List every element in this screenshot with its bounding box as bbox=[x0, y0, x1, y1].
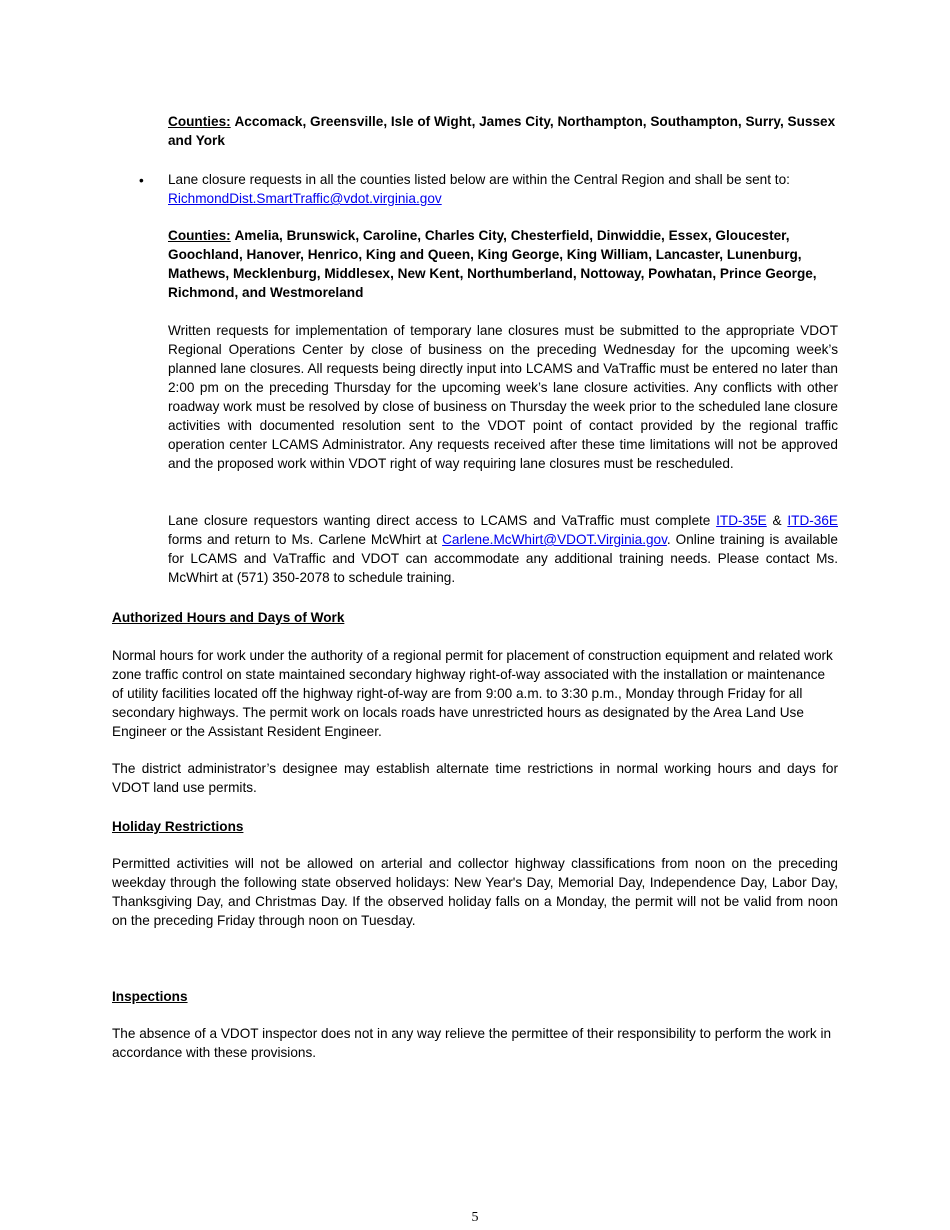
counties-label: Counties: bbox=[168, 228, 231, 243]
itd-35e-link[interactable]: ITD-35E bbox=[716, 513, 767, 528]
authorized-hours-heading: Authorized Hours and Days of Work bbox=[112, 610, 345, 625]
counties-label: Counties: bbox=[168, 114, 231, 129]
lcams-access-paragraph bbox=[168, 511, 838, 587]
access-text-3: . Online training is available for LCAMS and VaTraffic and VDOT can accommodate any additional training needs. Please contact Ms. McWhirt at (571) 350-2078 to schedule training. bbox=[168, 532, 838, 585]
central-counties-list: Amelia, Brunswick, Caroline, Charles City, Chesterfield, Dinwiddie, Essex, Gloucester, Goochland, Hanover, Henrico, King and Queen, King George, King William, Lancaster, Lunenburg, Mathews, Mecklenburg, Middlesex, New Kent, Northumberland, Nottoway, Powhatan, Prince George, Richmond, and Westmoreland bbox=[168, 228, 817, 300]
holiday-restrictions-paragraph: Permitted activities will not be allowed on arterial and collector highway classifications from noon on the preceding weekday through the following state observed holidays: New Year's Day, Memorial Day, Independence Day, Labor Day, Thanksgiving Day, and Christmas Day. If the observed holiday falls on a Monday, the permit will not be valid from noon on the preceding Friday through noon on Tuesday. bbox=[112, 856, 838, 928]
page-number: 5 bbox=[471, 1210, 479, 1225]
central-bullet-text: Lane closure requests in all the counties listed below are within the Central Region and shall be sent to: bbox=[168, 172, 790, 187]
authorized-hours-paragraph-2: The district administrator’s designee may establish alternate time restrictions in normal working hours and days for VDOT land use permits. bbox=[112, 761, 838, 795]
bullet-marker: • bbox=[139, 173, 144, 188]
central-counties-paragraph bbox=[168, 226, 838, 302]
authorized-hours-paragraph-1: Normal hours for work under the authority of a regional permit for placement of construction equipment and related work zone traffic control on state maintained secondary highway right-of-way associated with the installation or maintenance of utility facilities located off the highway right-of-way are from 9:00 a.m. to 3:30 p.m., Monday through Friday for all secondary highways. The permit work on locals roads have unrestricted hours as designated by the Area Land Use Engineer or the Assistant Resident Engineer. bbox=[112, 648, 833, 739]
written-requests-paragraph: Written requests for implementation of temporary lane closures must be submitted to the appropriate VDOT Regional Operations Center by close of business on the preceding Wednesday for the upcoming week’s planned lane closures. All requests being directly input into LCAMS and VaTraffic must be entered no later than 2:00 pm on the preceding Thursday for the upcoming week’s lane closure activities. Any conflicts with other roadway work must be resolved by close of business on Thursday the week prior to the scheduled lane closure activities with documented resolution sent to the VDOT point of contact provided by the regional traffic operation center LCAMS Administrator. Any requests received after these time limitations will not be approved and the proposed work within VDOT right of way requiring lane closures must be rescheduled. bbox=[168, 323, 838, 471]
access-text-1: Lane closure requestors wanting direct access to LCAMS and VaTraffic must complete bbox=[168, 513, 717, 528]
mcwhirt-email-link[interactable]: Carlene.McWhirt@VDOT.Virginia.gov bbox=[442, 532, 667, 547]
central-bullet-paragraph bbox=[168, 170, 838, 208]
inspections-paragraph: The absence of a VDOT inspector does not in any way relieve the permittee of their responsibility to perform the work in accordance with these provisions. bbox=[112, 1026, 832, 1060]
holiday-restrictions-heading: Holiday Restrictions bbox=[112, 819, 244, 834]
east-counties-list: Accomack, Greensville, Isle of Wight, James City, Northampton, Southampton, Surry, Sussex and York bbox=[168, 114, 836, 148]
richmond-smarttraffic-email-link[interactable]: RichmondDist.SmartTraffic@vdot.virginia.gov bbox=[168, 191, 442, 206]
access-ampersand: & bbox=[766, 513, 788, 528]
access-text-2: forms and return to Ms. Carlene McWhirt at bbox=[168, 532, 443, 547]
itd-36e-link[interactable]: ITD-36E bbox=[787, 513, 838, 528]
east-counties-paragraph bbox=[168, 112, 838, 150]
inspections-heading: Inspections bbox=[112, 989, 188, 1004]
